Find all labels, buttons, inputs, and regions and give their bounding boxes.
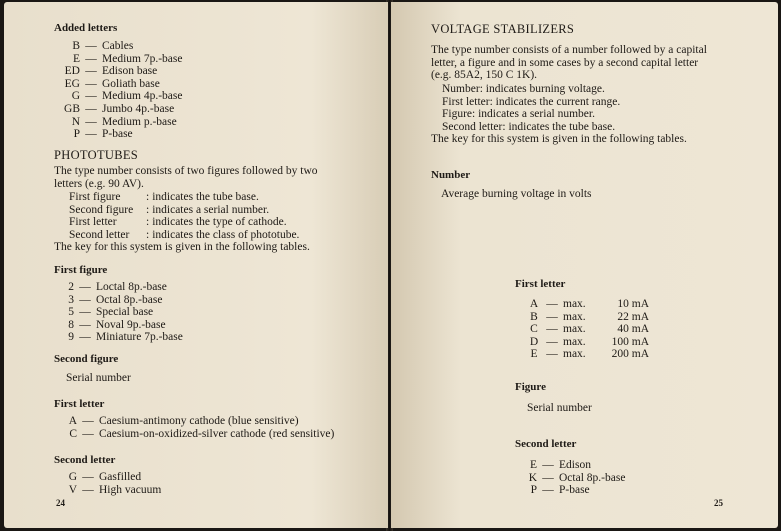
list-item [56,65,182,78]
stab-first-letter-heading: First letter [515,278,566,290]
key-sep: : [472,108,479,121]
row-dash: — [546,348,558,361]
item-desc: Caesium-on-oxidized-silver cathode (red sensitive) [99,427,335,440]
item-code: B [72,40,80,52]
list-item [56,90,182,103]
row-prefix: max. [563,335,586,348]
page-number: 25 [714,498,723,508]
stabilizers-key-line: The key for this system is given in the following tables. [431,133,687,145]
item-code: G [71,90,80,103]
key-text: indicates the tube base. [508,120,616,133]
row-dash: — [546,310,558,323]
figure-text: Serial number [527,402,592,414]
item-desc: Octal 8p.-base [559,471,626,484]
number-text: Average burning voltage in volts [441,188,592,200]
row-code: B [530,310,538,323]
item-dash: — [79,331,91,344]
item-desc: Gasfilled [99,471,142,483]
key-line [442,108,620,121]
row-prefix: max. [563,310,586,323]
item-dash: — [79,306,91,319]
row-value: 40 mA [617,323,649,336]
item-code: E [72,52,80,65]
first-figure-list [64,281,183,344]
item-desc: Jumbo 4p.-base [102,102,175,115]
list-item [65,484,161,497]
first-letter-list [65,415,334,440]
item-desc: Edison [559,459,591,471]
item-code: P [73,128,80,141]
key-text: indicates the class of phototube. [152,228,300,241]
item-desc: Caesium-antimony cathode (blue sensitive) [99,415,299,427]
item-dash: — [85,77,97,90]
item-dash: — [85,102,97,115]
list-item [64,306,183,319]
key-line [442,121,620,134]
intro-line: letter, a figure and in some cases by a second capital letter [431,56,699,69]
key-text: indicates burning voltage. [485,83,605,95]
key-sep: : [146,191,150,203]
list-item [65,415,334,428]
item-desc: Octal 8p.-base [96,293,163,306]
second-letter-list [65,471,161,496]
stabilizer-keys [442,83,620,133]
item-desc: Miniature 7p.-base [96,331,183,344]
item-desc: Cables [102,40,134,52]
list-item [525,459,625,472]
key-line [69,191,299,204]
phototubes-intro [54,165,318,190]
list-item [64,294,183,307]
key-sep: : [146,228,150,241]
table-row [527,311,649,324]
item-dash: — [79,281,91,293]
key-label: Number [442,83,480,95]
table-row [527,323,649,336]
second-figure-text: Serial number [66,372,131,384]
row-prefix: max. [563,348,586,361]
key-label: Second figure [69,203,134,216]
item-code: 2 [68,281,74,293]
first-letter-heading: First letter [54,398,105,410]
list-item [56,78,182,91]
key-sep: : [479,83,486,95]
list-item [65,428,334,441]
item-code: 9 [68,331,74,344]
item-dash: — [85,128,97,141]
item-desc: Special base [96,306,154,319]
item-code: G [68,471,77,483]
page-number: 24 [56,498,65,508]
row-value: 100 mA [611,335,649,348]
item-code: P [530,484,537,497]
key-text: indicates the current range. [495,95,621,108]
added-letters-list [56,40,182,141]
tube-base-list [525,459,625,497]
item-desc: Medium 4p.-base [102,90,183,103]
item-dash: — [82,471,94,483]
table-row [527,336,649,349]
item-code: ED [64,65,80,78]
list-item [64,319,183,332]
item-desc: P-base [559,484,590,497]
item-code: 3 [68,293,74,306]
item-dash: — [85,52,97,65]
row-value: 22 mA [617,310,649,323]
left-page [4,2,388,528]
row-prefix: max. [563,323,586,336]
phototubes-key-line: The key for this system is given in the following tables. [54,241,310,253]
key-sep: : [146,216,150,229]
key-line [442,96,620,109]
key-sep: : [502,120,509,133]
list-item [64,281,183,294]
item-dash: — [85,40,97,52]
key-sep: : [489,95,496,108]
item-code: EG [64,77,80,90]
list-item [56,53,182,66]
number-heading: Number [431,169,471,181]
row-value: 10 mA [617,298,649,310]
key-label: Second letter [442,120,503,133]
item-desc: Loctal 8p.-base [96,281,167,293]
key-text: indicates the tube base. [152,191,259,203]
first-figure-heading: First figure [54,264,108,276]
row-code: D [529,335,539,348]
row-dash: — [546,323,558,336]
item-dash: — [82,427,94,440]
second-letter-heading: Second letter [54,454,116,466]
key-line [69,216,299,229]
row-dash: — [546,298,558,310]
key-label: Second letter [69,228,130,241]
key-label: First figure [69,191,121,203]
phototubes-heading: PHOTOTUBES [54,148,139,162]
intro-line: The type number consists of two figures followed by two [54,165,318,177]
key-line [69,229,299,242]
item-dash: — [542,459,554,471]
item-desc: Edison base [102,65,158,78]
item-code: A [68,415,77,427]
item-dash: — [85,90,97,103]
key-line [442,83,620,96]
list-item [525,484,625,497]
key-text: indicates a serial number. [478,108,595,121]
phototube-keys [69,191,299,241]
list-item [64,331,183,344]
item-dash: — [542,484,554,497]
added-letters-heading: Added letters [54,22,118,34]
intro-line: letters (e.g. 90 AV). [54,177,144,190]
item-code: N [71,115,80,128]
item-dash: — [79,318,91,331]
current-range-table [527,298,649,361]
list-item [56,128,182,141]
item-dash: — [79,293,91,306]
intro-line: The type number consists of a number followed by a capital [431,44,707,56]
key-text: indicates a serial number. [152,203,270,216]
item-desc: High vacuum [99,483,162,496]
row-value: 200 mA [611,348,649,361]
item-desc: Medium p.-base [102,115,177,128]
stabilizers-intro [431,44,707,82]
item-code: E [529,459,537,471]
item-code: GB [64,102,80,115]
row-code: E [530,348,538,361]
row-dash: — [546,335,558,348]
key-line [69,204,299,217]
item-code: K [528,471,537,484]
item-code: C [69,427,77,440]
item-desc: Medium 7p.-base [102,52,183,65]
item-code: 8 [68,318,74,331]
figure-heading: Figure [515,381,546,393]
item-dash: — [542,471,554,484]
table-row [527,348,649,361]
item-code: V [68,483,77,496]
list-item [56,40,182,53]
item-dash: — [85,65,97,78]
item-code: 5 [68,306,74,319]
list-item [65,471,161,484]
key-sep: : [146,203,150,216]
key-label: First letter [442,95,490,108]
right-page [391,2,778,528]
voltage-stabilizers-title: VOLTAGE STABILIZERS [431,22,575,36]
second-figure-heading: Second figure [54,353,119,365]
stab-second-letter-heading: Second letter [515,438,577,450]
item-dash: — [85,115,97,128]
key-text: indicates the type of cathode. [152,216,287,229]
key-label: Figure [442,108,473,121]
item-dash: — [82,415,94,427]
item-desc: Goliath base [102,77,160,90]
list-item [56,116,182,129]
list-item [56,103,182,116]
item-dash: — [82,483,94,496]
item-desc: Noval 9p.-base [96,318,166,331]
row-code: C [530,323,538,336]
item-desc: P-base [102,128,133,141]
row-prefix: max. [563,298,586,310]
list-item [525,472,625,485]
intro-line: (e.g. 85A2, 150 C 1K). [431,69,538,82]
row-code: A [529,298,539,310]
key-label: First letter [69,216,117,229]
table-row [527,298,649,311]
